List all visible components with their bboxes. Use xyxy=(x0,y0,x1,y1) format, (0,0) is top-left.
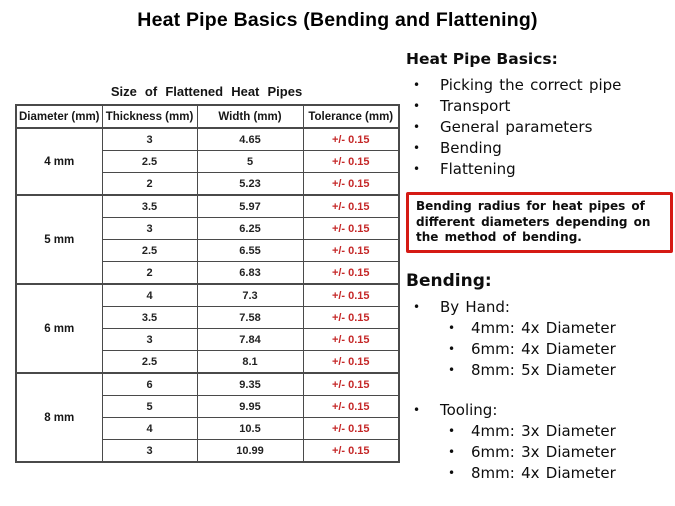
width-cell: 5 xyxy=(197,151,303,173)
diameter-cell: 5 mm xyxy=(16,195,102,284)
thickness-cell: 2.5 xyxy=(102,351,197,374)
right-column xyxy=(406,50,674,484)
flattened-pipes-table xyxy=(15,104,400,463)
bullet-icon: • xyxy=(413,99,421,113)
sub-list-item xyxy=(441,339,674,360)
table-row xyxy=(16,373,399,396)
list-item-label: Flattening xyxy=(440,160,516,178)
list-item-label: 6mm: 4x Diameter xyxy=(471,339,616,358)
list-item xyxy=(406,75,674,96)
thickness-cell: 5 xyxy=(102,396,197,418)
width-cell: 9.95 xyxy=(197,396,303,418)
tolerance-cell: +/- 0.15 xyxy=(303,240,399,262)
tolerance-cell: +/- 0.15 xyxy=(303,128,399,151)
tolerance-cell: +/- 0.15 xyxy=(303,173,399,196)
thickness-cell: 2 xyxy=(102,262,197,285)
tolerance-cell: +/- 0.15 xyxy=(303,351,399,374)
bullet-icon: • xyxy=(413,141,421,155)
list-item xyxy=(406,400,674,421)
tolerance-cell: +/- 0.15 xyxy=(303,307,399,329)
tolerance-cell: +/- 0.15 xyxy=(303,440,399,463)
table-title: Size of Flattened Heat Pipes xyxy=(110,84,303,99)
basics-heading: Heat Pipe Basics: xyxy=(406,50,558,68)
bullet-icon: • xyxy=(448,465,456,480)
thickness-cell: 3.5 xyxy=(102,195,197,218)
bullet-icon: • xyxy=(448,320,456,335)
width-cell: 4.65 xyxy=(197,128,303,151)
bending-by-hand-group xyxy=(406,297,674,381)
list-item xyxy=(406,159,674,180)
column-header: Thickness (mm) xyxy=(102,105,197,128)
thickness-cell: 3 xyxy=(102,218,197,240)
width-cell: 8.1 xyxy=(197,351,303,374)
table-block xyxy=(15,84,398,463)
list-item-label: Tooling: xyxy=(440,400,498,419)
bullet-icon: • xyxy=(413,162,421,176)
diameter-cell: 8 mm xyxy=(16,373,102,462)
thickness-cell: 2.5 xyxy=(102,151,197,173)
list-item-label: Transport xyxy=(440,97,511,115)
width-cell: 10.99 xyxy=(197,440,303,463)
thickness-cell: 4 xyxy=(102,418,197,440)
tolerance-cell: +/- 0.15 xyxy=(303,396,399,418)
table-row xyxy=(16,284,399,307)
bullet-icon: • xyxy=(448,341,456,356)
width-cell: 6.83 xyxy=(197,262,303,285)
list-item-label: By Hand: xyxy=(440,297,510,316)
table-row xyxy=(16,195,399,218)
tolerance-cell: +/- 0.15 xyxy=(303,151,399,173)
bullet-icon: • xyxy=(413,299,421,314)
width-cell: 7.84 xyxy=(197,329,303,351)
sub-list-item xyxy=(441,421,674,442)
table-row xyxy=(16,128,399,151)
tolerance-cell: +/- 0.15 xyxy=(303,329,399,351)
tolerance-cell: +/- 0.15 xyxy=(303,195,399,218)
bending-heading: Bending: xyxy=(406,270,492,291)
table-body xyxy=(16,128,399,462)
bullet-icon: • xyxy=(448,444,456,459)
column-header: Width (mm) xyxy=(197,105,303,128)
tolerance-cell: +/- 0.15 xyxy=(303,418,399,440)
bullet-icon: • xyxy=(448,423,456,438)
list-item xyxy=(406,138,674,159)
list-item-label: 6mm: 3x Diameter xyxy=(471,442,616,461)
callout-line: the method of bending. xyxy=(416,230,582,244)
tolerance-cell: +/- 0.15 xyxy=(303,284,399,307)
thickness-cell: 3 xyxy=(102,329,197,351)
column-header: Diameter (mm) xyxy=(16,105,102,128)
tolerance-cell: +/- 0.15 xyxy=(303,262,399,285)
list-item xyxy=(406,297,674,318)
table-header xyxy=(16,105,399,128)
list-item-label: Picking the correct pipe xyxy=(440,76,622,94)
width-cell: 6.55 xyxy=(197,240,303,262)
list-item-label: 4mm: 3x Diameter xyxy=(471,421,616,440)
list-item-label: 8mm: 5x Diameter xyxy=(471,360,616,379)
width-cell: 10.5 xyxy=(197,418,303,440)
width-cell: 5.23 xyxy=(197,173,303,196)
tolerance-cell: +/- 0.15 xyxy=(303,373,399,396)
page-title: Heat Pipe Basics (Bending and Flattening) xyxy=(137,9,538,31)
header-row xyxy=(16,105,399,128)
bullet-icon: • xyxy=(413,402,421,417)
width-cell: 5.97 xyxy=(197,195,303,218)
thickness-cell: 4 xyxy=(102,284,197,307)
bullet-icon: • xyxy=(413,78,421,92)
width-cell: 7.58 xyxy=(197,307,303,329)
thickness-cell: 2 xyxy=(102,173,197,196)
width-cell: 6.25 xyxy=(197,218,303,240)
thickness-cell: 3 xyxy=(102,440,197,463)
thickness-cell: 3.5 xyxy=(102,307,197,329)
column-header: Tolerance (mm) xyxy=(303,105,399,128)
thickness-cell: 2.5 xyxy=(102,240,197,262)
list-item xyxy=(406,117,674,138)
list-item-label: 4mm: 4x Diameter xyxy=(471,318,616,337)
diameter-cell: 6 mm xyxy=(16,284,102,373)
sub-list-item xyxy=(441,318,674,339)
list-item-label: General parameters xyxy=(440,118,593,136)
tolerance-cell: +/- 0.15 xyxy=(303,218,399,240)
thickness-cell: 6 xyxy=(102,373,197,396)
bullet-icon: • xyxy=(448,362,456,377)
list-item xyxy=(406,96,674,117)
width-cell: 9.35 xyxy=(197,373,303,396)
list-item-label: Bending xyxy=(440,139,502,157)
callout-line: Bending radius for heat pipes of xyxy=(416,199,645,213)
diameter-cell: 4 mm xyxy=(16,128,102,195)
list-item-label: 8mm: 4x Diameter xyxy=(471,463,616,482)
callout-line: different diameters depending on xyxy=(416,214,651,229)
thickness-cell: 3 xyxy=(102,128,197,151)
sub-list-item xyxy=(441,442,674,463)
callout-box xyxy=(406,192,673,253)
width-cell: 7.3 xyxy=(197,284,303,307)
sub-list-item xyxy=(441,463,674,484)
bending-tooling-group xyxy=(406,400,674,484)
sub-list-item xyxy=(441,360,674,381)
bullet-icon: • xyxy=(413,120,421,134)
